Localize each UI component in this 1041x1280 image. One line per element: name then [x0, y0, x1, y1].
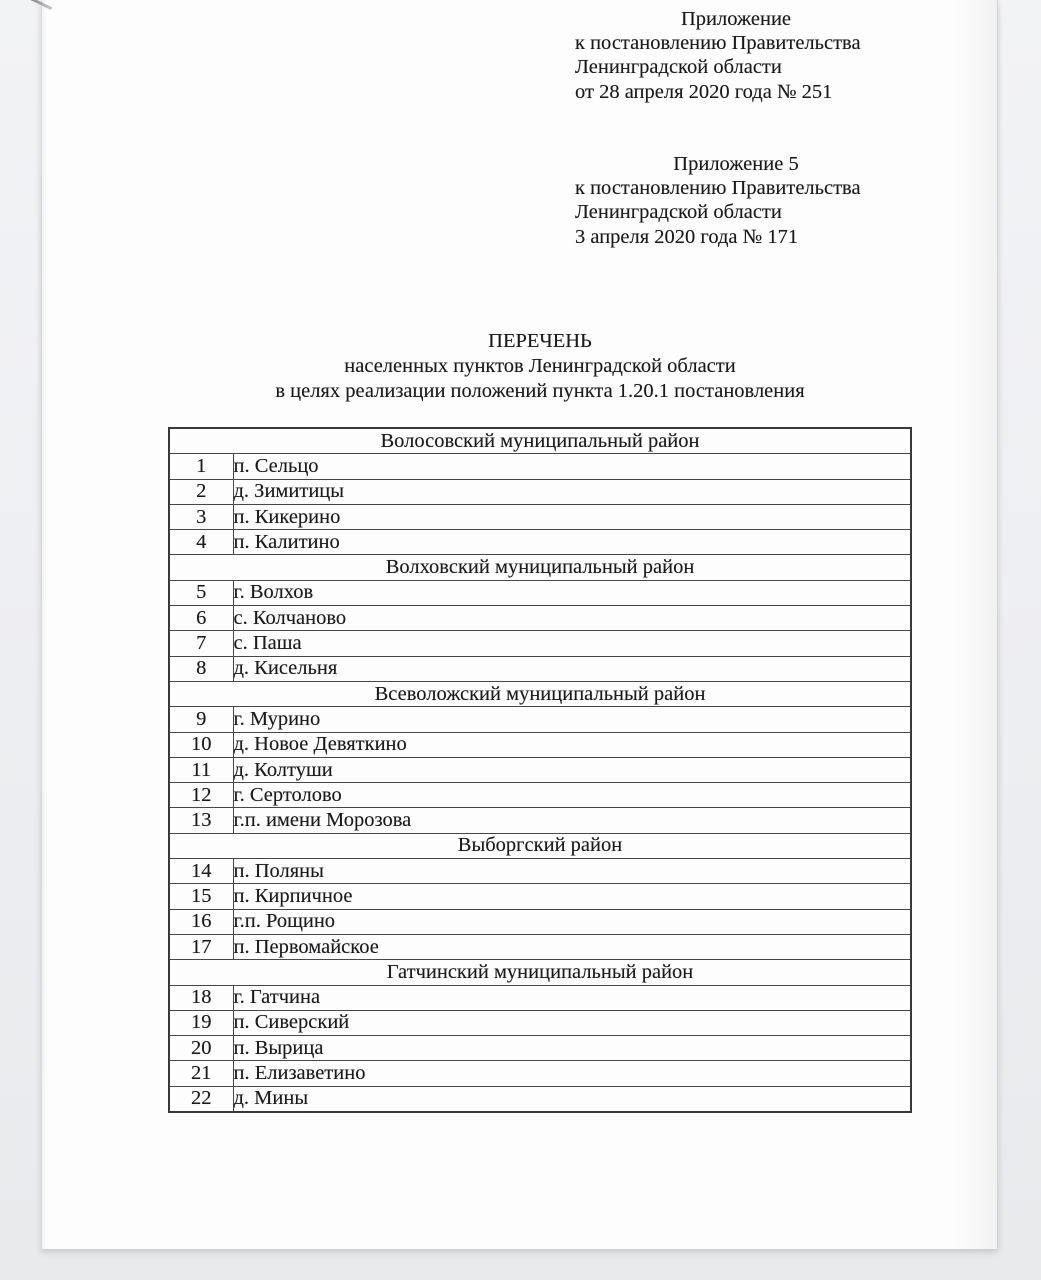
- settlement-name: п. Кирпичное: [233, 884, 911, 909]
- table-row: [169, 1086, 911, 1112]
- row-number: 5: [169, 580, 233, 605]
- table-row: [169, 606, 911, 631]
- row-number: 17: [169, 934, 233, 959]
- settlement-name: д. Мины: [233, 1086, 911, 1112]
- table-row: [169, 479, 911, 504]
- settlement-name: д. Колтуши: [233, 757, 911, 782]
- settlement-name: д. Зимитицы: [233, 479, 911, 504]
- row-number: 21: [169, 1061, 233, 1086]
- table-section-row: [169, 960, 911, 985]
- table-row: [169, 631, 911, 656]
- annex-reference-251: [575, 7, 897, 104]
- annex-reference-171: [575, 152, 897, 249]
- settlement-name: д. Кисельня: [233, 656, 911, 681]
- settlement-name: д. Новое Девяткино: [233, 732, 911, 757]
- row-number: 1: [169, 454, 233, 479]
- row-number: 16: [169, 909, 233, 934]
- table-section-row: [169, 555, 911, 580]
- table-row: [169, 909, 911, 934]
- row-number: 8: [169, 656, 233, 681]
- row-number: 6: [169, 606, 233, 631]
- page-corner-fold: [30, 0, 53, 10]
- table-row: [169, 1036, 911, 1061]
- document-title: [168, 329, 912, 404]
- settlement-name: с. Колчаново: [233, 606, 911, 631]
- settlement-name: п. Поляны: [233, 859, 911, 884]
- row-number: 10: [169, 732, 233, 757]
- table-row: [169, 454, 911, 479]
- settlements-table: [168, 427, 912, 1113]
- table-row: [169, 656, 911, 681]
- table-row: [169, 934, 911, 959]
- table-row: [169, 580, 911, 605]
- row-number: 3: [169, 504, 233, 529]
- table-section-row: [169, 428, 911, 454]
- table-row: [169, 732, 911, 757]
- table-row: [169, 1061, 911, 1086]
- row-number: 15: [169, 884, 233, 909]
- table-section-row: [169, 681, 911, 706]
- settlement-name: г. Гатчина: [233, 985, 911, 1010]
- row-number: 11: [169, 757, 233, 782]
- row-number: 2: [169, 479, 233, 504]
- table-row: [169, 808, 911, 833]
- table-row: [169, 859, 911, 884]
- table-row: [169, 707, 911, 732]
- row-number: 20: [169, 1036, 233, 1061]
- district-header: Гатчинский муниципальный район: [169, 960, 911, 985]
- annex-line: к постановлению Правительства: [575, 177, 861, 200]
- district-header: Выборгский район: [169, 833, 911, 858]
- district-header: Волосовский муниципальный район: [169, 428, 911, 454]
- settlement-name: г. Сертолово: [233, 783, 911, 808]
- table-row: [169, 757, 911, 782]
- annex-line: Приложение: [680, 8, 792, 30]
- settlement-name: с. Паша: [233, 631, 911, 656]
- table-row: [169, 1010, 911, 1035]
- settlement-name: г.п. Рощино: [233, 909, 911, 934]
- annex-line: от 28 апреля 2020 года № 251: [575, 80, 833, 103]
- annex-line: Ленинградской области: [575, 201, 782, 224]
- district-header: Всеволожский муниципальный район: [169, 681, 911, 706]
- row-number: 12: [169, 783, 233, 808]
- settlement-name: п. Сиверский: [233, 1010, 911, 1035]
- table-row: [169, 783, 911, 808]
- title-line: в целях реализации положений пункта 1.20.1 постановления: [275, 380, 805, 402]
- row-number: 19: [169, 1010, 233, 1035]
- annex-line: Ленинградской области: [575, 56, 782, 79]
- table-section-row: [169, 833, 911, 858]
- settlement-name: п. Сельцо: [233, 454, 911, 479]
- settlement-name: п. Первомайское: [233, 934, 911, 959]
- row-number: 7: [169, 631, 233, 656]
- row-number: 22: [169, 1086, 233, 1112]
- title-line: ПЕРЕЧЕНЬ: [488, 330, 592, 352]
- table-row: [169, 884, 911, 909]
- district-header: Волховский муниципальный район: [169, 555, 911, 580]
- annex-line: Приложение 5: [673, 153, 799, 175]
- settlement-name: г. Мурино: [233, 707, 911, 732]
- annex-line: 3 апреля 2020 года № 171: [575, 225, 799, 248]
- settlement-name: г.п. имени Морозова: [233, 808, 911, 833]
- title-line: населенных пунктов Ленинградской области: [344, 355, 736, 377]
- settlement-name: п. Калитино: [233, 530, 911, 555]
- table-row: [169, 985, 911, 1010]
- settlement-name: п. Елизаветино: [233, 1061, 911, 1086]
- row-number: 18: [169, 985, 233, 1010]
- settlement-name: п. Кикерино: [233, 504, 911, 529]
- settlement-name: п. Вырица: [233, 1036, 911, 1061]
- row-number: 14: [169, 859, 233, 884]
- table-row: [169, 530, 911, 555]
- annex-line: к постановлению Правительства: [575, 32, 861, 55]
- row-number: 4: [169, 530, 233, 555]
- settlement-name: г. Волхов: [233, 580, 911, 605]
- row-number: 9: [169, 707, 233, 732]
- table-row: [169, 504, 911, 529]
- row-number: 13: [169, 808, 233, 833]
